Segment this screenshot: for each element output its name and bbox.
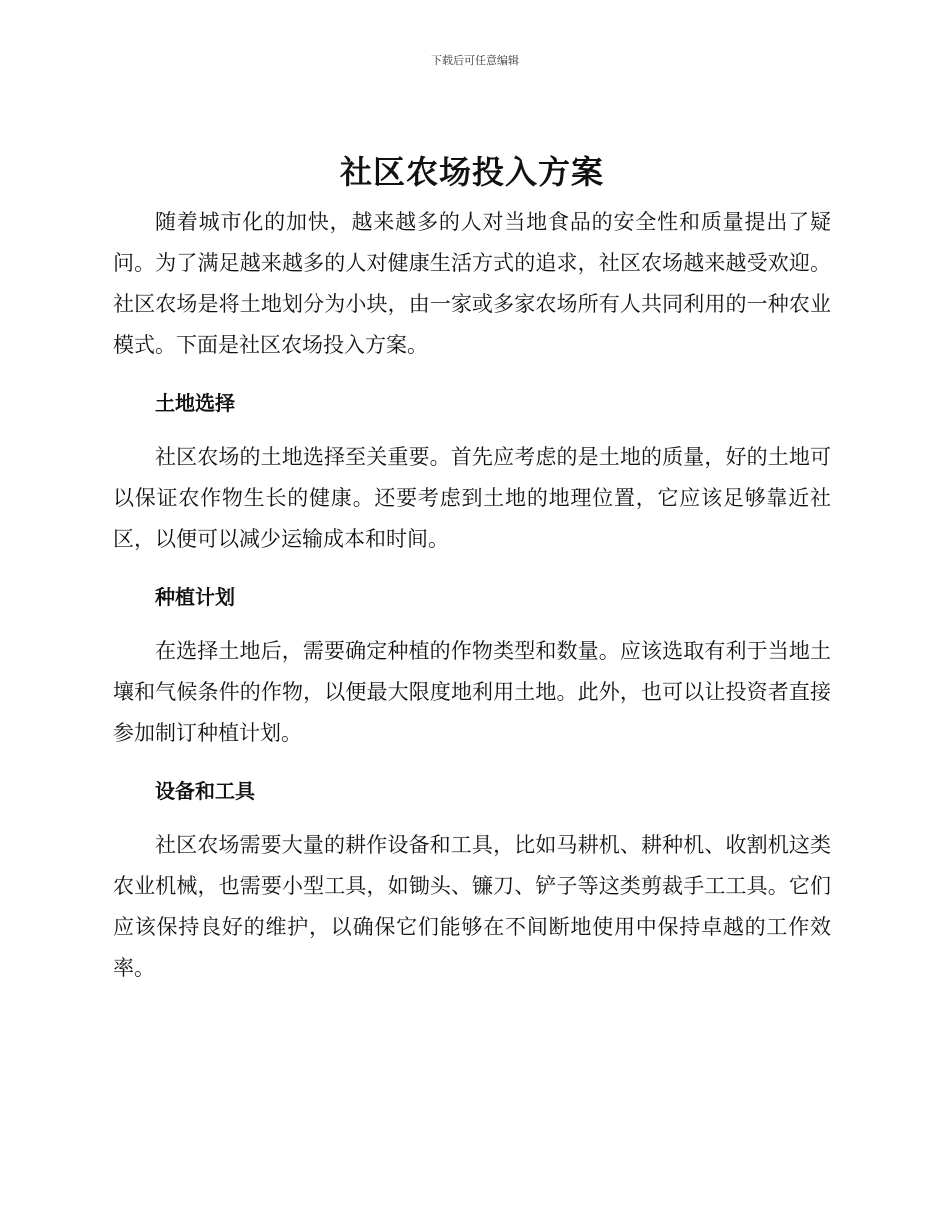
section-heading-land-selection: 土地选择 (155, 391, 235, 415)
section-heading-planting-plan: 种植计划 (155, 585, 235, 609)
header-note: 下载后可任意编辑 (431, 54, 519, 67)
section-body-land-selection: 社区农场的土地选择至关重要。首先应考虑的是土地的质量，好的土地可以保证农作物生长的健康。还要考虑到土地的地理位置，它应该足够靠近社区，以便可以减少运输成本和时间。 (113, 445, 831, 551)
intro-paragraph: 随着城市化的加快，越来越多的人对当地食品的安全性和质量提出了疑问。为了满足越来越多的人对健康生活方式的追求，社区农场越来越受欢迎。社区农场是将土地划分为小块，由一家或多家农场所有人共同利用的一种农业模式。下面是社区农场投入方案。 (113, 210, 831, 357)
section-body-planting-plan: 在选择土地后，需要确定种植的作物类型和数量。应该选取有利于当地土壤和气候条件的作物，以便最大限度地利用土地。此外，也可以让投资者直接参加制订种植计划。 (113, 639, 831, 745)
section-heading-equipment-tools: 设备和工具 (155, 779, 255, 803)
document-title: 社区农场投入方案 (339, 153, 604, 191)
section-body-equipment-tools: 社区农场需要大量的耕作设备和工具，比如马耕机、耕种机、收割机这类农业机械，也需要小型工具，如锄头、镰刀、铲子等这类剪裁手工工具。它们应该保持良好的维护，以确保它们能够在不间断地使用中保持卓越的工作效率。 (113, 833, 831, 980)
document-body (113, 150, 831, 989)
